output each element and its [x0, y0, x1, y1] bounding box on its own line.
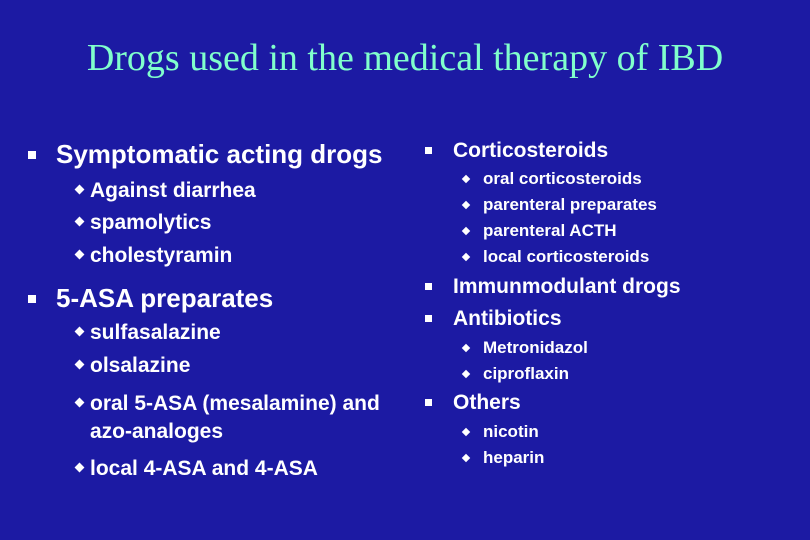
diamond-bullet-icon	[75, 398, 85, 408]
others-item: nicotin	[483, 422, 539, 441]
slide-title: Drogs used in the medical therapy of IBD	[86, 37, 724, 79]
asa-item: sulfasalazine	[90, 321, 221, 344]
diamond-bullet-icon	[462, 454, 470, 462]
symptomatic-item: spamolytics	[90, 211, 212, 234]
antibiotics-heading: Antibiotics	[453, 307, 562, 330]
square-bullet-icon	[28, 295, 36, 303]
diamond-bullet-icon	[462, 370, 470, 378]
diamond-bullet-icon	[462, 344, 470, 352]
diamond-bullet-icon	[75, 217, 85, 227]
symptomatic-item: Against diarrhea	[90, 179, 256, 202]
diamond-bullet-icon	[462, 227, 470, 235]
symptomatic-heading: Symptomatic acting drogs	[56, 139, 383, 169]
diamond-bullet-icon	[75, 185, 85, 195]
immunmodulant-heading: Immunmodulant drogs	[453, 275, 681, 298]
square-bullet-icon	[425, 147, 432, 154]
square-bullet-icon	[425, 399, 432, 406]
asa-item: olsalazine	[90, 354, 191, 377]
diamond-bullet-icon	[75, 463, 85, 473]
diamond-bullet-icon	[462, 428, 470, 436]
diamond-bullet-icon	[75, 327, 85, 337]
asa-heading: 5-ASA preparates	[56, 283, 274, 313]
others-heading: Others	[453, 391, 521, 414]
diamond-bullet-icon	[462, 253, 470, 261]
diamond-bullet-icon	[462, 175, 470, 183]
antibiotics-item: Metronidazol	[483, 338, 588, 357]
asa-item-continuation: azo-analoges	[90, 420, 224, 443]
square-bullet-icon	[425, 315, 432, 322]
asa-item: oral 5-ASA (mesalamine) and	[90, 392, 380, 415]
corticosteroids-item: oral corticosteroids	[483, 169, 642, 188]
antibiotics-item: ciproflaxin	[483, 364, 569, 383]
others-item: heparin	[483, 448, 545, 467]
diamond-bullet-icon	[75, 360, 85, 370]
square-bullet-icon	[425, 283, 432, 290]
corticosteroids-item: local corticosteroids	[483, 247, 650, 266]
asa-item: local 4-ASA and 4-ASA	[90, 457, 318, 480]
corticosteroids-item: parenteral ACTH	[483, 221, 617, 240]
corticosteroids-heading: Corticosteroids	[453, 139, 609, 162]
diamond-bullet-icon	[75, 250, 85, 260]
symptomatic-item: cholestyramin	[90, 244, 233, 267]
diamond-bullet-icon	[462, 201, 470, 209]
corticosteroids-item: parenteral preparates	[483, 195, 657, 214]
square-bullet-icon	[28, 151, 36, 159]
